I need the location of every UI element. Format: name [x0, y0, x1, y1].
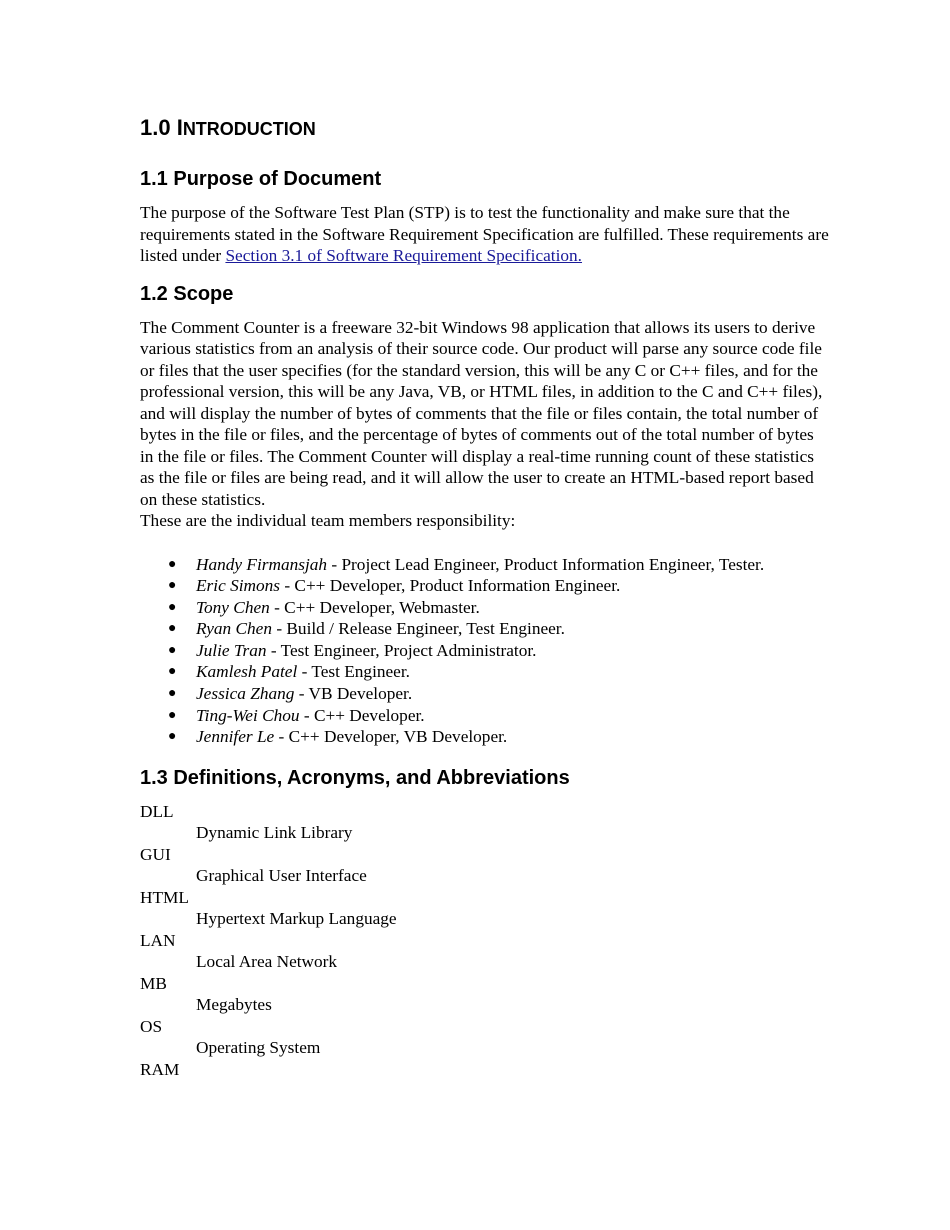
team-member-role: - VB Developer.: [294, 684, 413, 704]
heading-number: 1.0 I: [140, 115, 183, 140]
definition-term: HTML: [140, 887, 189, 907]
team-member-name: Jennifer Le: [196, 727, 275, 747]
team-member-name: Eric Simons: [196, 576, 281, 596]
bullet-icon: ●: [168, 556, 177, 572]
team-member-item: [140, 661, 830, 683]
team-member-name: Kamlesh Patel: [196, 662, 298, 682]
definitions-heading: 1.3 Definitions, Acronyms, and Abbreviations: [140, 766, 570, 789]
purpose-heading: 1.1 Purpose of Document: [140, 168, 382, 190]
bullet-icon: ●: [168, 599, 177, 615]
definition-meaning: Graphical User Interface: [196, 866, 367, 886]
definition-term: GUI: [140, 844, 171, 864]
definition-meaning: Operating System: [196, 1038, 321, 1058]
team-member-item: [140, 597, 830, 619]
team-member-name: Julie Tran: [196, 640, 267, 660]
bullet-icon: ●: [168, 621, 177, 637]
team-member-item: [140, 640, 830, 662]
team-member-name: Ryan Chen: [196, 619, 272, 639]
team-member-item: [140, 705, 830, 727]
document-page: [140, 104, 830, 1080]
bullet-icon: ●: [168, 664, 177, 680]
team-member-item: [140, 618, 830, 640]
team-intro: These are the individual team members responsibility:: [140, 511, 516, 530]
team-member-role: - Test Engineer, Project Administrator.: [266, 640, 537, 660]
purpose-text: The purpose of the Software Test Plan (STP) is to test the functionality and make sure that the requirements stated in the Software Requirement Specification are fulfilled. These requirements are listed under: [140, 203, 829, 265]
team-member-item: [140, 726, 830, 748]
team-member-item: [140, 575, 830, 597]
team-member-role: - C++ Developer, VB Developer.: [274, 727, 508, 747]
scope-paragraph: The Comment Counter is a freeware 32-bit Windows 98 application that allows its users to derive various statistics from an analysis of their source code. Our product will parse any source code file or files that the user specifies (for the standard version, this will be any C or C++ files, and for the professional version, this will be any Java, VB, or HTML files, in addition to the C and C++ files), and will display the number of bytes of comments that the file or files contain, the total number of bytes in the file or files, and the percentage of bytes of comments out of the total number of bytes in the file or files. The Comment Counter will display a real-time running count of these statistics as the file or files are being read, and it will allow the user to create an HTML-based report based on these statistics.: [140, 317, 823, 509]
team-list: [140, 554, 830, 748]
bullet-icon: ●: [168, 686, 177, 702]
bullet-icon: ●: [168, 578, 177, 594]
team-member-role: - Project Lead Engineer, Product Information Engineer, Tester.: [327, 554, 765, 574]
team-member-name: Handy Firmansjah: [196, 554, 328, 574]
team-member-role: - Build / Release Engineer, Test Engineer.: [272, 619, 565, 639]
definition-term: RAM: [140, 1059, 180, 1079]
scope-heading: 1.2 Scope: [140, 282, 234, 305]
heading-text: NTRODUCTION: [182, 119, 316, 139]
bullet-icon: ●: [168, 707, 177, 723]
definition-meaning: Hypertext Markup Language: [196, 909, 397, 929]
purpose-paragraph: [140, 202, 830, 267]
definition-term: LAN: [140, 930, 176, 950]
definition-term: OS: [140, 1016, 163, 1036]
team-member-role: - C++ Developer.: [299, 705, 425, 725]
definitions-list: [140, 801, 830, 1081]
section-heading-introduction: [140, 104, 830, 144]
team-member-role: - C++ Developer, Product Information Engineer.: [280, 576, 621, 596]
team-member-name: Ting-Wei Chou: [196, 705, 300, 725]
definition-meaning: Dynamic Link Library: [196, 823, 353, 843]
team-member-name: Jessica Zhang: [196, 684, 295, 704]
definition-meaning: Megabytes: [196, 995, 272, 1015]
definition-term: MB: [140, 973, 167, 993]
team-member-role: - Test Engineer.: [297, 662, 410, 682]
team-member-name: Tony Chen: [196, 597, 270, 617]
definition-term: DLL: [140, 801, 174, 821]
bullet-icon: ●: [168, 642, 177, 658]
team-member-item: [140, 683, 830, 705]
definition-meaning: Local Area Network: [196, 952, 338, 972]
team-member-role: - C++ Developer, Webmaster.: [269, 597, 480, 617]
bullet-icon: ●: [168, 729, 177, 745]
team-member-item: [140, 554, 830, 576]
srs-section-link[interactable]: Section 3.1 of Software Requirement Specification.: [225, 246, 583, 265]
